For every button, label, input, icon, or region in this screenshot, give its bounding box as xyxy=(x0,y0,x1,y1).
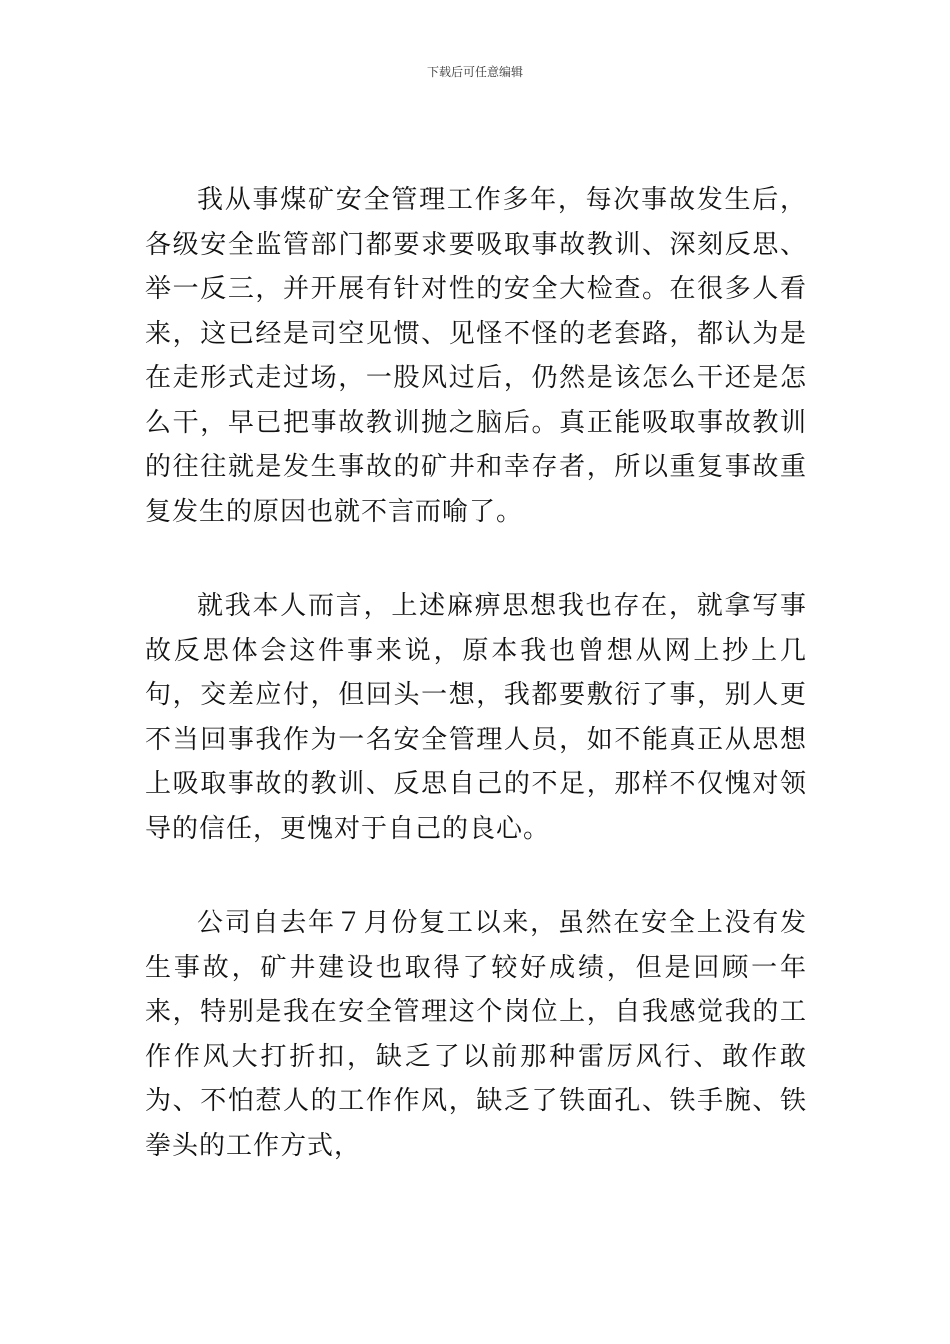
paragraph-1: 我从事煤矿安全管理工作多年，每次事故发生后，各级安全监管部门都要求要吸取事故教训、深刻反思、举一反三，并开展有针对性的安全大检查。在很多人看来，这已经是司空见惯、见怪不怪的老套路，都认为是在走形式走过场，一股风过后，仍然是该怎么干还是怎么干，早已把事故教训抛之脑后。真正能吸取事故教训的往往就是发生事故的矿井和幸存者，所以重复事故重复发生的原因也就不言而喻了。 xyxy=(145,185,807,527)
document-body xyxy=(145,178,807,1168)
paragraph-2: 就我本人而言，上述麻痹思想我也存在，就拿写事故反思体会这件事来说，原本我也曾想从网上抄上几句，交差应付，但回头一想，我都要敷衍了事，别人更不当回事我作为一名安全管理人员，如不能真正从思想上吸取事故的教训、反思自己的不足，那样不仅愧对领导的信任，更愧对于自己的良心。 xyxy=(145,591,807,844)
paragraph-3: 公司自去年７月份复工以来，虽然在安全上没有发生事故，矿井建设也取得了较好成绩，但是回顾一年来，特别是我在安全管理这个岗位上，自我感觉我的工作作风大打折扣，缺乏了以前那种雷厉风行、敢作敢为、不怕惹人的工作作风，缺乏了铁面孔、铁手腕、铁拳头的工作方式， xyxy=(145,908,807,1161)
page-header-note: 下载后可任意编辑 xyxy=(426,65,523,79)
